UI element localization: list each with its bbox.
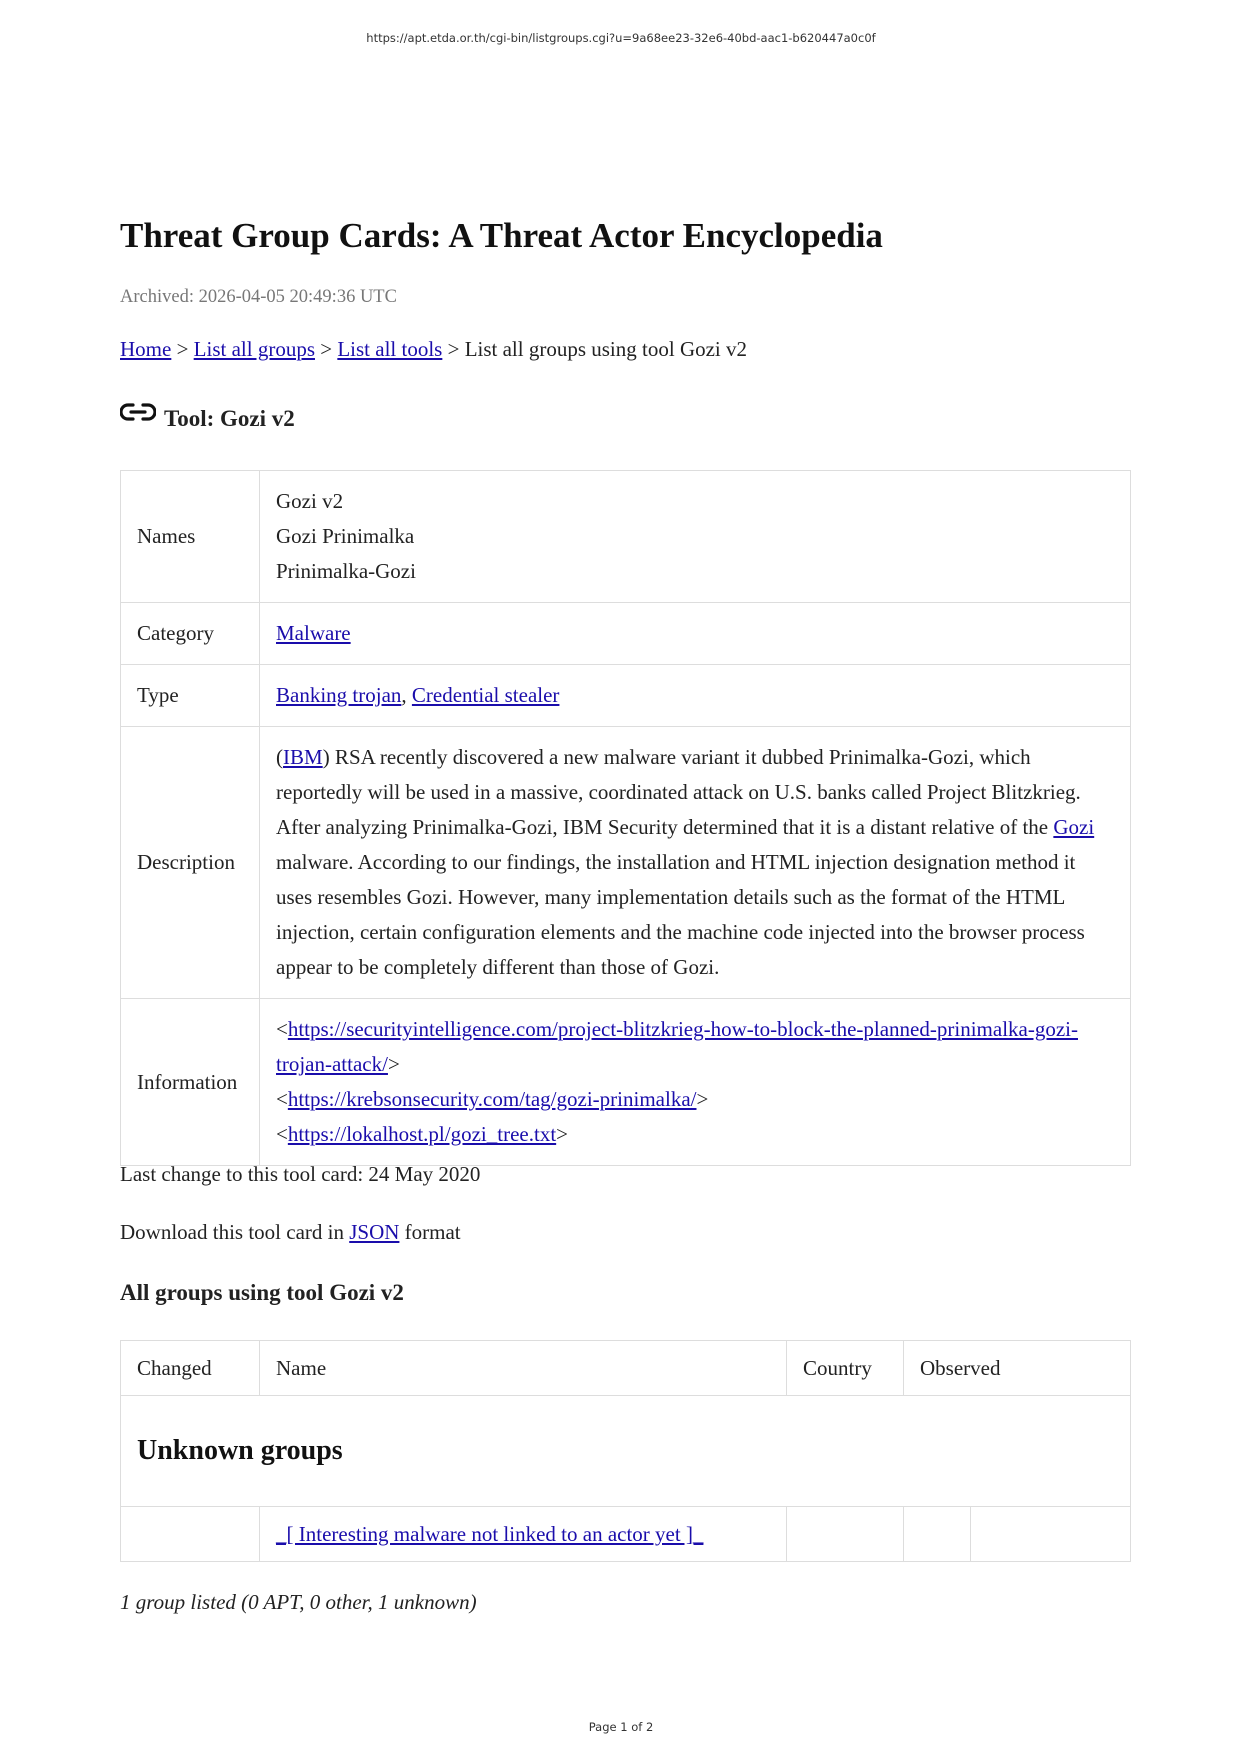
unknown-groups-heading: Unknown groups <box>121 1396 1131 1507</box>
description-value <box>260 727 1131 999</box>
information-item <box>276 1117 1114 1152</box>
tool-info-table <box>120 470 1131 1166</box>
type-link-banking-trojan[interactable]: Banking trojan <box>276 683 402 707</box>
archived-timestamp: Archived: 2026-04-05 20:49:36 UTC <box>120 287 397 307</box>
tool-heading-text: Tool: Gozi v2 <box>164 406 295 431</box>
information-link[interactable]: https://lokalhost.pl/gozi_tree.txt <box>287 1122 557 1146</box>
category-label: Category <box>121 603 260 665</box>
column-header-country: Country <box>787 1341 904 1396</box>
column-header-observed: Observed <box>904 1341 1131 1396</box>
type-label: Type <box>121 665 260 727</box>
table-row <box>121 471 1131 603</box>
angle-open: < <box>276 1122 288 1146</box>
groups-summary: 1 group listed (0 APT, 0 other, 1 unknown) <box>120 1590 477 1614</box>
download-text-before: Download this tool card in <box>120 1220 350 1244</box>
names-label: Names <box>121 471 260 603</box>
download-text-after: format <box>399 1220 461 1244</box>
name-item: Gozi v2 <box>276 489 344 513</box>
groups-heading: All groups using tool Gozi v2 <box>120 1280 404 1305</box>
description-text-part1: ) RSA recently discovered a new malware variant it dubbed Prinimalka-Gozi, which reportedly will be used in a massive, coordinated attack on U.S. banks called Project Blitzkrieg. After analyzing Prinimalka-Gozi, IBM Security determined that it is a distant relative of the <box>276 745 1081 839</box>
type-link-credential-stealer[interactable]: Credential stealer <box>411 683 560 707</box>
angle-open: < <box>276 1087 288 1111</box>
information-item <box>276 1082 1114 1117</box>
groups-table <box>120 1340 1131 1562</box>
tool-heading <box>120 400 295 432</box>
information-item <box>276 1012 1114 1082</box>
breadcrumb-tools-link[interactable]: List all tools <box>337 337 443 361</box>
angle-close: > <box>556 1122 568 1146</box>
table-cell-name <box>260 1507 787 1562</box>
table-cell-observed <box>904 1507 971 1562</box>
name-item: Gozi Prinimalka <box>276 524 415 548</box>
table-row <box>121 999 1131 1166</box>
information-value <box>260 999 1131 1166</box>
page-number-footer: Page 1 of 2 <box>588 1720 654 1734</box>
breadcrumb-separator: > <box>447 337 460 361</box>
table-cell-changed <box>121 1507 260 1562</box>
type-separator: , <box>401 683 407 707</box>
table-row <box>121 1507 1131 1562</box>
table-header-row <box>121 1341 1131 1396</box>
group-link[interactable]: _[ Interesting malware not linked to an actor yet ]_ <box>276 1521 704 1546</box>
description-open-paren: ( <box>276 745 283 769</box>
breadcrumb-separator: > <box>320 337 333 361</box>
table-row <box>121 665 1131 727</box>
table-row <box>121 727 1131 999</box>
download-line <box>120 1220 461 1245</box>
table-section-row <box>121 1396 1131 1507</box>
last-change-text: Last change to this tool card: 24 May 2020 <box>120 1162 481 1186</box>
names-value <box>260 471 1131 603</box>
breadcrumb-separator: > <box>176 337 189 361</box>
description-text-part2: malware. According to our findings, the installation and HTML injection designation method it uses resembles Gozi. However, many implementation details such as the format of the HTML injection, certain configuration elements and the machine code injected into the browser process appear to be completely different than those of Gozi. <box>276 850 1085 979</box>
name-item: Prinimalka-Gozi <box>276 559 416 583</box>
information-label: Information <box>121 999 260 1166</box>
breadcrumb-home-link[interactable]: Home <box>120 337 172 361</box>
column-header-changed: Changed <box>121 1341 260 1396</box>
table-cell-extra <box>971 1507 1131 1562</box>
page-url-header: https://apt.etda.or.th/cgi-bin/listgroups.cgi?u=9a68ee23-32e6-40bd-aac1-b620447a0c0f <box>366 31 876 45</box>
table-row <box>121 603 1131 665</box>
type-value <box>260 665 1131 727</box>
page-title: Threat Group Cards: A Threat Actor Encyclopedia <box>120 216 883 255</box>
category-value <box>260 603 1131 665</box>
json-download-link[interactable]: JSON <box>349 1220 400 1244</box>
breadcrumb <box>120 337 747 362</box>
description-source-link[interactable]: IBM <box>283 745 323 769</box>
angle-open: < <box>276 1017 288 1041</box>
description-gozi-link[interactable]: Gozi <box>1053 815 1095 839</box>
breadcrumb-groups-link[interactable]: List all groups <box>193 337 315 361</box>
breadcrumb-current: List all groups using tool Gozi v2 <box>464 337 748 361</box>
information-link[interactable]: https://securityintelligence.com/project-blitzkrieg-how-to-block-the-planned-prinimalka-gozi-trojan-attack/ <box>276 1017 1078 1076</box>
table-cell-country <box>787 1507 904 1562</box>
angle-close: > <box>696 1087 709 1111</box>
column-header-name: Name <box>260 1341 787 1396</box>
link-icon <box>120 400 156 424</box>
information-link[interactable]: https://krebsonsecurity.com/tag/gozi-prinimalka/ <box>287 1087 697 1111</box>
description-label: Description <box>121 727 260 999</box>
category-link[interactable]: Malware <box>276 621 351 645</box>
angle-close: > <box>387 1052 400 1076</box>
